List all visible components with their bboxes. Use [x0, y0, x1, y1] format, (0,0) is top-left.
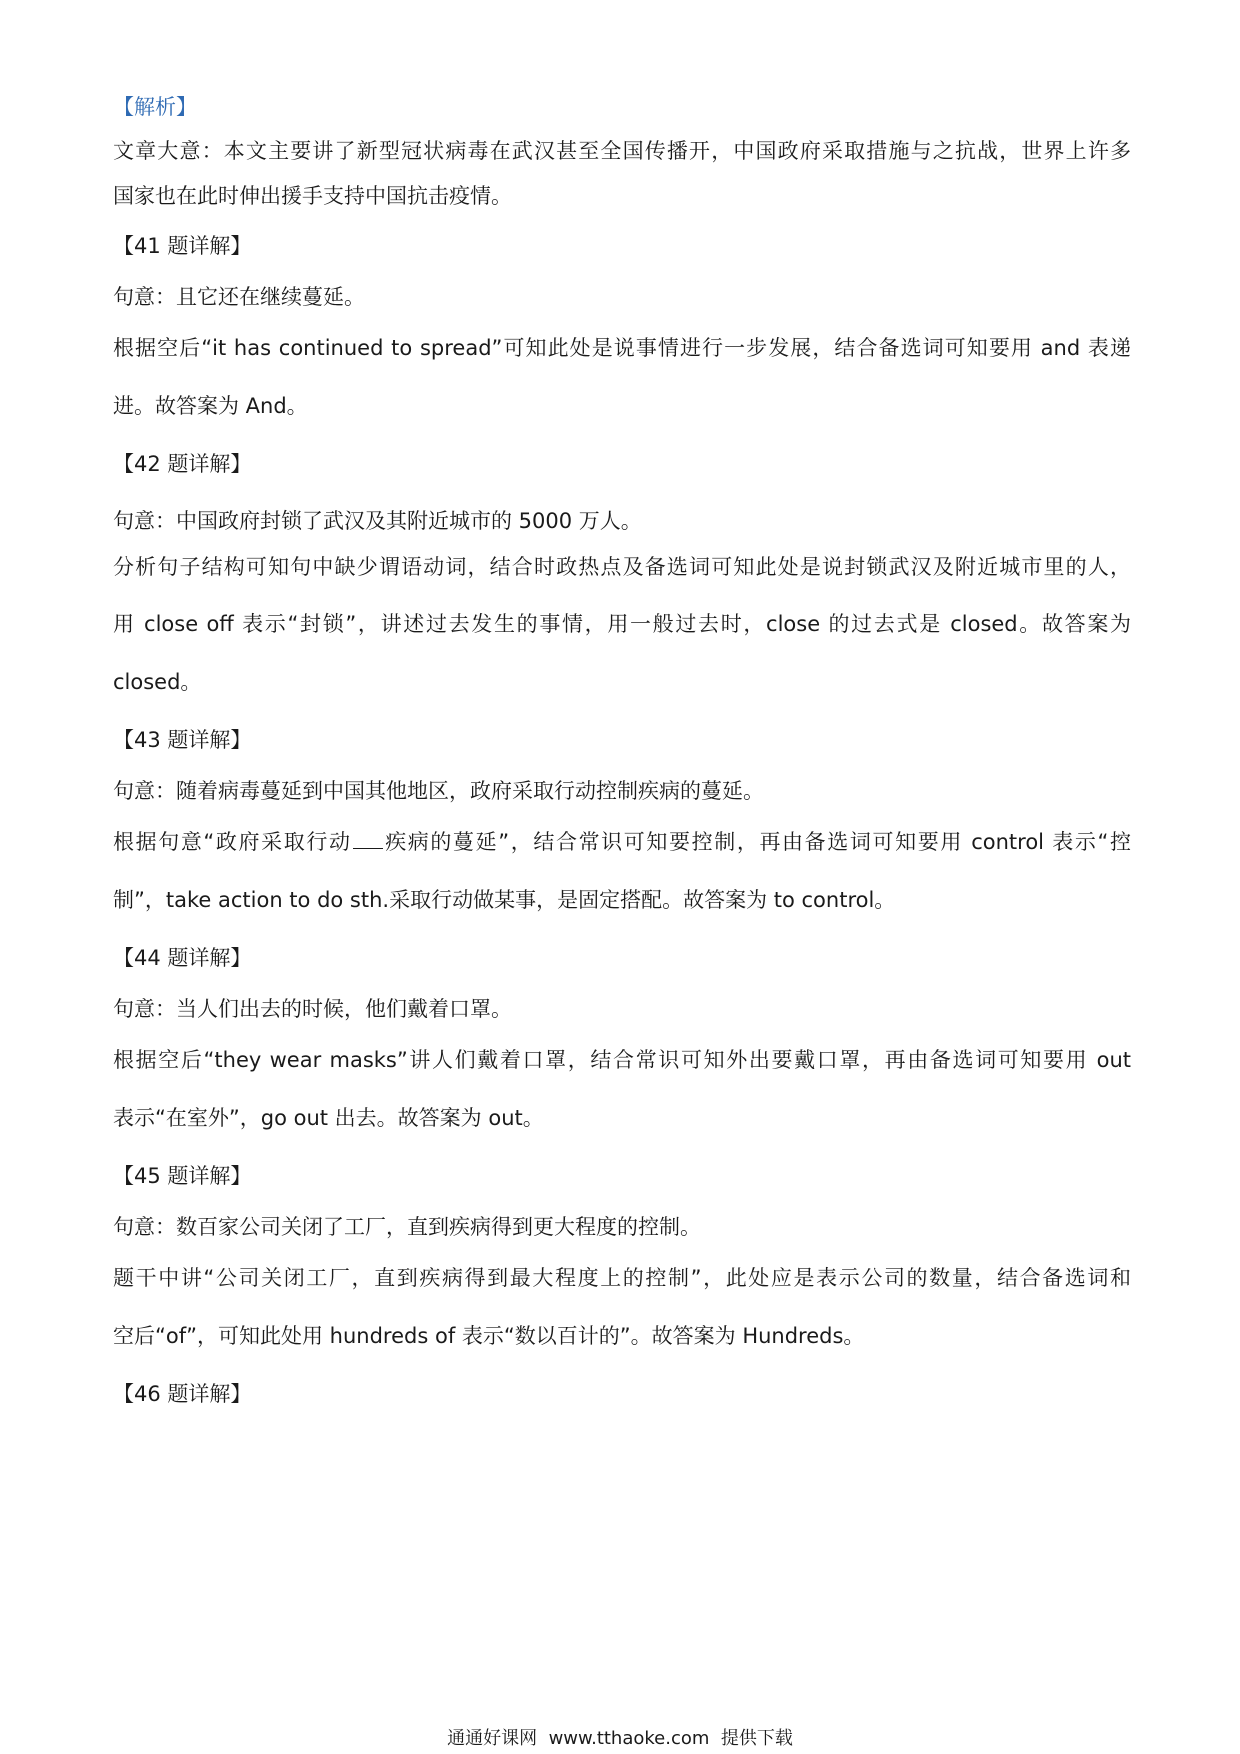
- section-label: 【解析】: [113, 95, 197, 119]
- q43-explanation-part-b: 疾病的蔓延”，结合常识可知要控制，再由备选词可知要用 control 表示“控: [383, 830, 1131, 854]
- q42-meaning: 句意：中国政府封锁了武汉及其附近城市的 5000 万人。: [113, 509, 642, 533]
- q41-heading: 【41 题详解】: [113, 234, 252, 258]
- q45-explanation-line-1: 题干中讲“公司关闭工厂，直到疾病得到最大程度上的控制”，此处应是表示公司的数量，结合备选词和: [113, 1266, 1131, 1290]
- q44-heading: 【44 题详解】: [113, 946, 252, 970]
- q42-heading: 【42 题详解】: [113, 452, 252, 476]
- q45-explanation-line-2: 空后“of”，可知此处用 hundreds of 表示“数以百计的”。故答案为 Hundreds。: [113, 1324, 865, 1348]
- q43-explanation-line-2: 制”，take action to do sth.采取行动做某事，是固定搭配。故答案为 to control。: [113, 888, 896, 912]
- q44-explanation-line-2: 表示“在室外”，go out 出去。故答案为 out。: [113, 1106, 544, 1130]
- footer-watermark: 通通好课网 www.tthaoke.com 提供下载: [447, 1728, 793, 1749]
- summary-line-1: 文章大意：本文主要讲了新型冠状病毒在武汉甚至全国传播开，中国政府采取措施与之抗战，世界上许多: [113, 139, 1131, 163]
- q43-explanation-part-a: 根据句意“政府采取行动: [113, 830, 352, 854]
- q45-meaning: 句意：数百家公司关闭了工厂，直到疾病得到更大程度的控制。: [113, 1215, 701, 1239]
- q46-heading: 【46 题详解】: [113, 1382, 252, 1406]
- q43-explanation-line-1: [113, 827, 1131, 857]
- q45-heading: 【45 题详解】: [113, 1164, 252, 1188]
- q42-explanation-line-3: closed。: [113, 670, 202, 694]
- q44-meaning: 句意：当人们出去的时候，他们戴着口罩。: [113, 997, 512, 1021]
- q41-explanation-line-1: 根据空后“it has continued to spread”可知此处是说事情进行一步发展，结合备选词可知要用 and 表递: [113, 336, 1131, 360]
- q41-explanation-line-2: 进。故答案为 And。: [113, 394, 308, 418]
- q43-meaning: 句意：随着病毒蔓延到中国其他地区，政府采取行动控制疾病的蔓延。: [113, 779, 764, 803]
- answer-blank: [353, 828, 383, 849]
- q43-heading: 【43 题详解】: [113, 728, 252, 752]
- q44-explanation-line-1: 根据空后“they wear masks”讲人们戴着口罩，结合常识可知外出要戴口罩，再由备选词可知要用 out: [113, 1048, 1131, 1072]
- summary-line-2: 国家也在此时伸出援手支持中国抗击疫情。: [113, 184, 512, 208]
- q42-explanation-line-1: 分析句子结构可知句中缺少谓语动词，结合时政热点及备选词可知此处是说封锁武汉及附近城市里的人，: [113, 555, 1131, 579]
- q42-explanation-line-2: 用 close off 表示“封锁”，讲述过去发生的事情，用一般过去时，close 的过去式是 closed。故答案为: [113, 612, 1131, 636]
- q41-meaning: 句意：且它还在继续蔓延。: [113, 285, 365, 309]
